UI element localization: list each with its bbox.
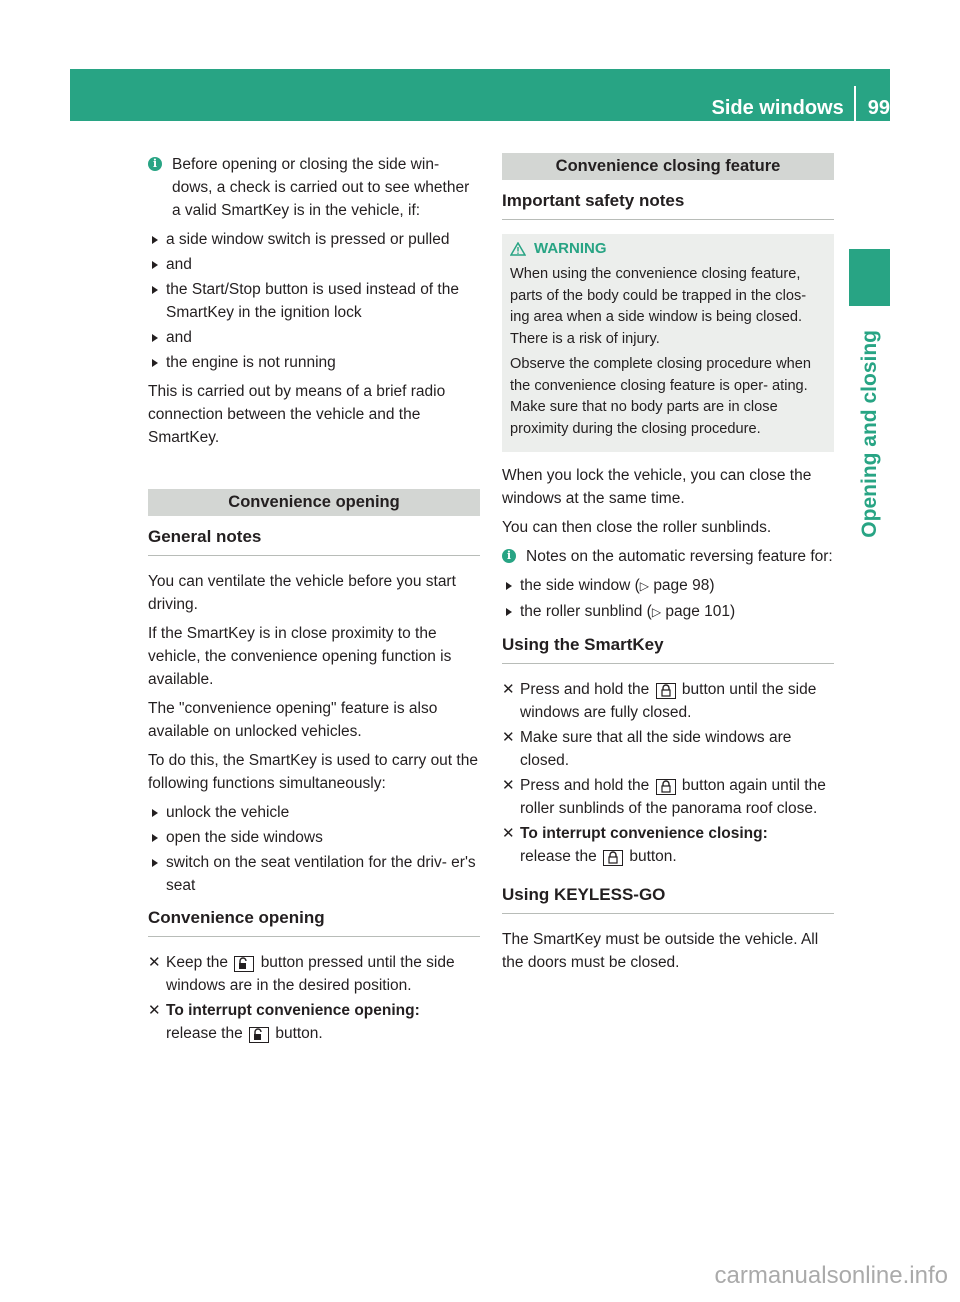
info-icon: i — [148, 157, 162, 171]
subheading-using-smartkey: Using the SmartKey — [502, 632, 834, 664]
and-connector: and — [148, 253, 480, 276]
info-note-smartkey-check — [148, 153, 480, 228]
left-column — [148, 153, 480, 1047]
step: ✕ To interrupt convenience opening: release the button. — [148, 999, 480, 1045]
step-marker-icon: ✕ — [502, 681, 515, 698]
subheading-general-notes: General notes — [148, 524, 480, 556]
paragraph: You can then close the roller sunblinds. — [502, 519, 772, 536]
section-heading-convenience-closing: Convenience closing feature — [502, 153, 834, 180]
step: ✕ Make sure that all the side windows are closed. — [502, 726, 834, 772]
side-tab — [835, 330, 905, 660]
page-ref-arrow-icon: ▷ — [651, 605, 662, 619]
unlock-button-icon — [249, 1027, 269, 1043]
page-reference-link[interactable]: page 98) — [653, 577, 715, 594]
list-item: the Start/Stop button is used instead of the SmartKey in the ignition lock — [148, 278, 480, 324]
lock-button-icon — [603, 850, 623, 866]
warning-title: WARNING — [510, 238, 826, 260]
page-number: 99 — [867, 97, 890, 119]
condition-list — [148, 228, 480, 374]
warning-text: Observe the complete closing procedure when the convenience closing feature is oper- ating. Make sure that no body parts are in close proximity during the closing procedure. — [510, 356, 811, 437]
side-tab-marker — [849, 249, 890, 306]
step-marker-icon: ✕ — [148, 1002, 161, 1019]
step-marker-icon: ✕ — [148, 954, 161, 971]
warning-triangle-icon — [510, 242, 526, 256]
function-list — [148, 801, 480, 897]
step-marker-icon: ✕ — [502, 777, 515, 794]
page-ref-arrow-icon: ▷ — [639, 579, 649, 593]
step: ✕ Keep the button pressed until the side windows are in the desired position. — [148, 951, 480, 997]
paragraph: You can ventilate the vehicle before you start driving. — [148, 573, 456, 613]
running-header — [712, 88, 891, 128]
subheading-using-keyless-go: Using KEYLESS-GO — [502, 882, 834, 914]
warning-text: When using the convenience closing feature, parts of the body could be trapped in the clos- ing area when a side window is being closed. There is a risk of injury. — [510, 266, 807, 347]
step-marker-icon: ✕ — [502, 825, 515, 842]
page-reference-link[interactable]: page 101) — [665, 603, 736, 620]
step: ✕ To interrupt convenience closing: release the button. — [502, 822, 834, 868]
paragraph: The SmartKey must be outside the vehicle. All the doors must be closed. — [502, 931, 819, 971]
spacer — [148, 455, 480, 489]
step: ✕ Press and hold the button again until the roller sunblinds of the panorama roof close. — [502, 774, 834, 820]
paragraph: When you lock the vehicle, you can close the windows at the same time. — [502, 467, 812, 507]
paragraph: If the SmartKey is in close proximity to the vehicle, the convenience opening function is available. — [148, 625, 452, 688]
list-item: the roller sunblind (▷ page 101) — [502, 600, 834, 624]
list-item: a side window switch is pressed or pulled — [148, 228, 480, 251]
warning-box — [502, 234, 834, 452]
step: ✕ Press and hold the button until the side windows are fully closed. — [502, 678, 834, 724]
list-item: switch on the seat ventilation for the driv- er's seat — [148, 851, 480, 897]
unlock-button-icon — [234, 956, 254, 972]
side-tab-label: Opening and closing — [858, 330, 881, 538]
header-separator — [854, 86, 856, 126]
lock-button-icon — [656, 779, 676, 795]
info-intro: Before opening or closing the side win- dows, a check is carried out to see whether a valid SmartKey is in the vehicle, if: — [172, 156, 470, 219]
section-heading-convenience-opening: Convenience opening — [148, 489, 480, 516]
list-item: open the side windows — [148, 826, 480, 849]
right-column — [502, 153, 834, 980]
smartkey-steps — [502, 678, 834, 868]
and-connector: and — [148, 326, 480, 349]
paragraph: To do this, the SmartKey is used to carry out the following functions simultaneously: — [148, 752, 478, 792]
step-marker-icon: ✕ — [502, 729, 515, 746]
info-body — [172, 153, 480, 228]
paragraph: The "convenience opening" feature is also available on unlocked vehicles. — [148, 700, 438, 740]
subheading-convenience-opening: Convenience opening — [148, 905, 480, 937]
section-title: Side windows — [711, 97, 844, 119]
subheading-safety-notes: Important safety notes — [502, 188, 834, 220]
watermark: carmanualsonline.info — [714, 1262, 948, 1289]
info-outro: This is carried out by means of a brief radio connection between the vehicle and the SmartKey. — [148, 383, 446, 446]
info-note-reversing — [502, 545, 834, 574]
opening-steps — [148, 951, 480, 1045]
lock-button-icon — [656, 683, 676, 699]
list-item: the engine is not running — [148, 351, 480, 374]
list-item: the side window (▷ page 98) — [502, 574, 834, 598]
info-icon: i — [502, 549, 516, 563]
reference-list — [502, 574, 834, 624]
list-item: unlock the vehicle — [148, 801, 480, 824]
info-text: Notes on the automatic reversing feature for: — [526, 548, 833, 565]
